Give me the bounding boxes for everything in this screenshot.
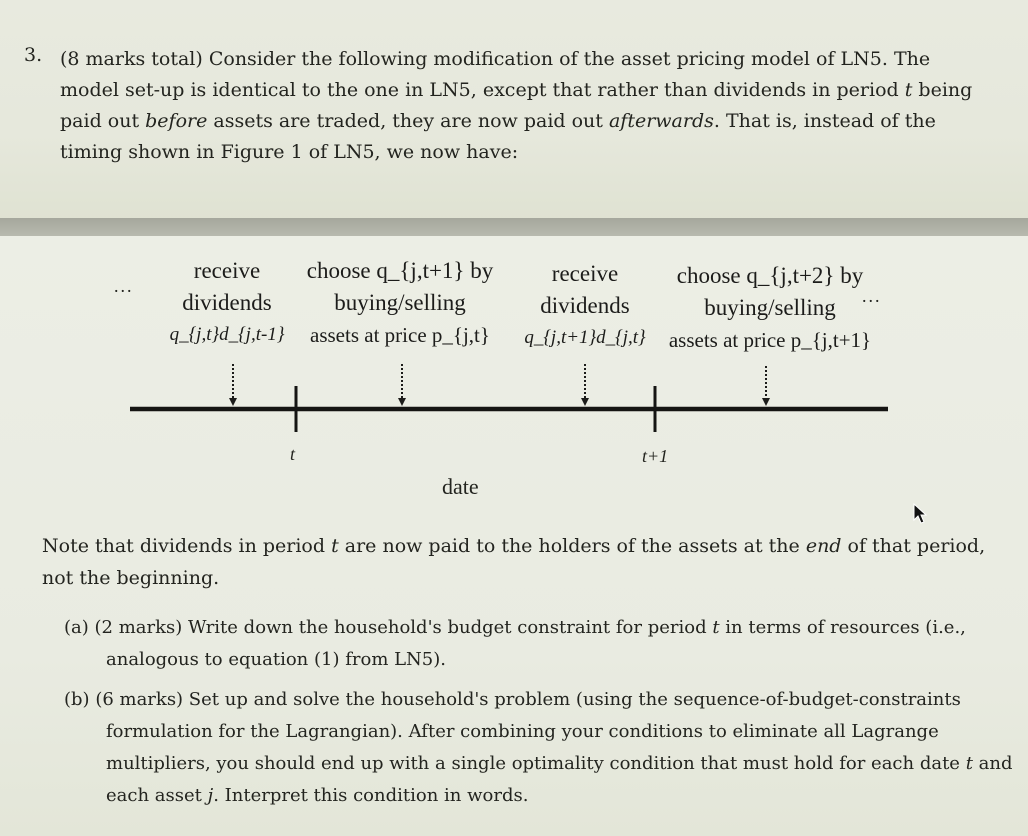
tick-label-t-plus-1: t+1 [642, 446, 669, 466]
mouse-cursor-icon [912, 502, 928, 526]
timeline-ellipsis-left: ... [114, 276, 134, 296]
timeline-event-2: choose q_{j,t+1} by buying/selling assets at price p_{j,t} [306, 258, 494, 347]
tick-label-t: t [290, 444, 296, 464]
axis-label-date: date [442, 474, 479, 499]
timeline-event-3: receive dividends q_{j,t+1}d_{j,t} [524, 261, 646, 348]
question-intro: (8 marks total) Consider the following modification of the asset pricing model of LN5. The model set-up is identical to the one in LN5, except that rather than dividends in period t being paid out before assets are traded, they are now paid out afterwards. That is, instead of the timing shown in Figure 1 of LN5, we now have: [60, 48, 973, 163]
subpart-a: (a) (2 marks) Write down the household's budget constraint for period t in terms of resources (i.e., analogous to equation (1) from LN5). [64, 617, 966, 670]
subpart-b: (b) (6 marks) Set up and solve the household's problem (using the sequence-of-budget-constraints formulation for the Lagrangian). After combining your conditions to eliminate all Lagrange multipliers, you should end up with a single optimality condition that must hold for each date t and each asset j. Interpret this condition in words. [64, 689, 1013, 806]
note-paragraph: Note that dividends in period t are now paid to the holders of the assets at the end of that period, not the beginning. [42, 535, 986, 589]
timeline-event-1: receive dividends q_{j,t}d_{j,t-1} [169, 258, 285, 345]
timeline-ellipsis-right: ... [862, 286, 882, 306]
timeline-event-4: choose q_{j,t+2} by buying/selling assets at price p_{j,t+1} [668, 263, 872, 352]
question-number: 3. [24, 44, 43, 66]
